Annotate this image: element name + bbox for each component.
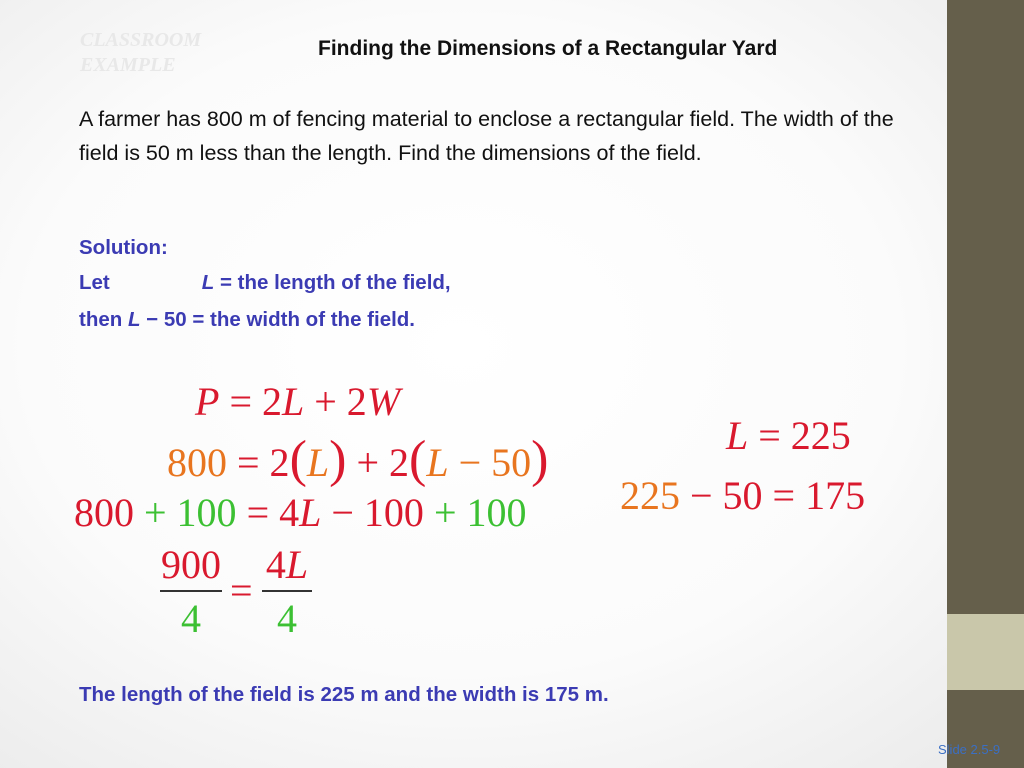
eq2-800: 800 [167, 440, 227, 485]
then-word: then [79, 308, 128, 331]
fraction-right-denominator: 4 [277, 596, 297, 641]
eq3-equals: = 4 [236, 490, 300, 535]
eq3-plus100-right: + 100 [423, 490, 527, 535]
eq6-rest: − 50 = 175 [680, 473, 866, 518]
eq1-p: P [195, 379, 220, 424]
then-variable: L [127, 308, 141, 331]
equation-width-result [620, 473, 865, 519]
eq2-plus: + 2 [346, 440, 410, 485]
eq1-plus: + 2 [304, 379, 367, 424]
let-variable: L [201, 271, 215, 294]
problem-statement: A farmer has 800 m of fencing material to enclose a rectangular field. The width of the field is 50 m less than the length. Find the dimensions of the field. [79, 107, 894, 165]
eq1-w: W [366, 379, 401, 424]
fraction-equals: = [230, 568, 253, 613]
let-definition: = the length of the field, [214, 271, 451, 294]
eq1-equals: = 2 [219, 379, 282, 424]
eq2-rparen: ) [329, 431, 347, 488]
equation-perimeter [195, 379, 400, 425]
fraction-right-bar [262, 590, 312, 592]
eq2-minus50: − 50 [448, 440, 532, 485]
fraction-right [262, 544, 312, 640]
eq5-l: L [726, 413, 749, 458]
eq2-lparen2: ( [409, 431, 427, 488]
eq3-800: 800 [74, 490, 134, 535]
eq3-l: L [299, 490, 322, 535]
eq2-l: L [306, 440, 330, 485]
fraction-left-denominator: 4 [181, 596, 201, 641]
corner-label-line1: CLASSROOM [80, 29, 202, 51]
corner-label-line2: EXAMPLE [80, 54, 176, 76]
slide-number: Slide 2.5-9 [938, 742, 1001, 757]
equation-length-result [726, 413, 851, 459]
eq5-value: = 225 [748, 413, 851, 458]
fraction-left-bar [160, 590, 222, 592]
then-definition: − 50 = the width of the field. [140, 308, 416, 331]
equation-add-100 [74, 490, 527, 536]
eq6-225: 225 [620, 473, 680, 518]
fraction-right-var: L [285, 542, 309, 587]
eq1-l: L [282, 379, 305, 424]
eq2-lparen: ( [289, 431, 307, 488]
eq2-rparen2: ) [531, 431, 549, 488]
then-line [79, 308, 415, 332]
eq2-equals: = 2 [227, 440, 290, 485]
conclusion-text: The length of the field is 225 m and the width is 175 m. [79, 683, 609, 706]
fraction-right-coef: 4 [265, 542, 286, 587]
classroom-example-label [80, 28, 202, 80]
let-line [79, 271, 451, 295]
fraction-left [160, 544, 222, 640]
eq3-minus100: − 100 [321, 490, 424, 535]
eq3-plus100-left: + 100 [134, 490, 237, 535]
solution-heading: Solution: [79, 236, 168, 259]
equation-substituted [167, 431, 549, 488]
let-word: Let [79, 271, 110, 294]
eq2-l2: L [426, 440, 449, 485]
slide-title: Finding the Dimensions of a Rectangular Yard [318, 37, 778, 60]
fraction-right-numerator [262, 544, 312, 586]
sidebar-accent-band [947, 614, 1024, 690]
fraction-left-numerator: 900 [161, 542, 221, 587]
